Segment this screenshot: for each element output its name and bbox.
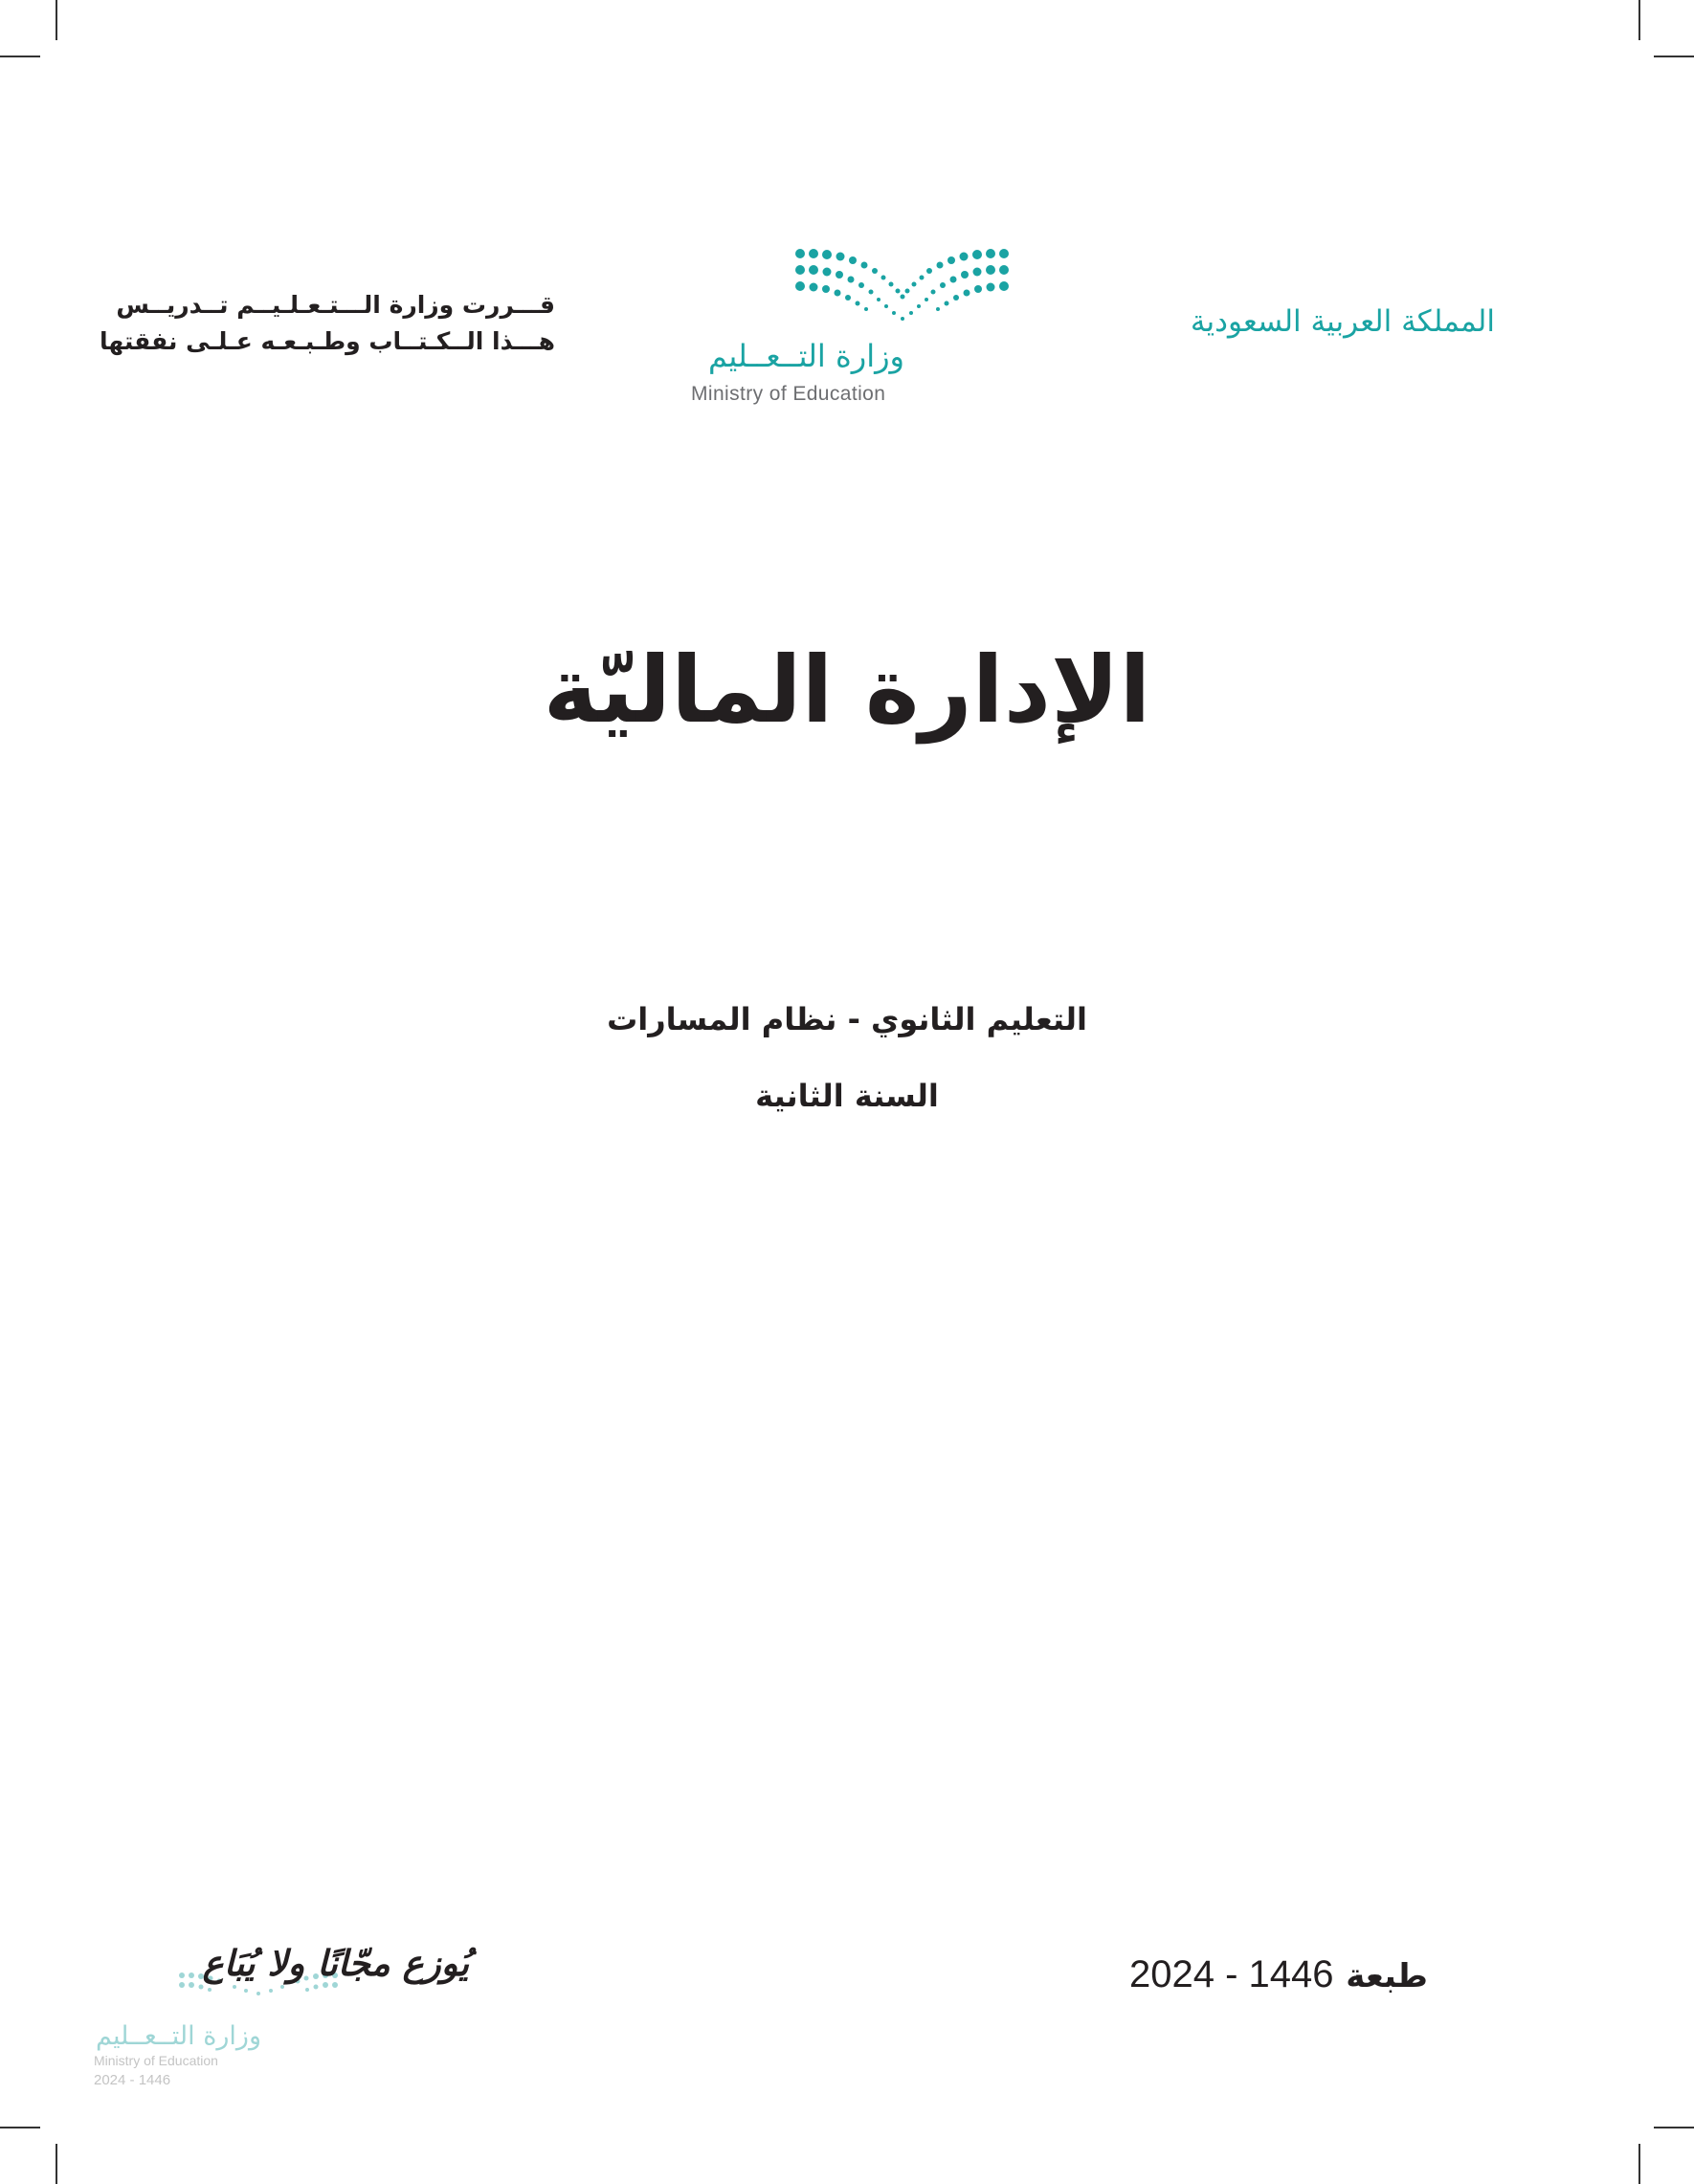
ministry-watermark: [94, 2021, 266, 2088]
crop-mark: [1638, 2144, 1640, 2184]
book-subtitle-year: السنة الثانية: [755, 1078, 939, 1114]
crop-mark: [1654, 56, 1694, 57]
edition-years: 2024 - 1446: [1129, 1953, 1334, 1995]
watermark-ministry-english: Ministry of Education: [94, 2053, 218, 2068]
approval-line-1: قـــررت وزارة الـــتـعـلـيــم تــدريــس: [116, 291, 555, 319]
book-title: الإدارة الماليّة: [543, 636, 1151, 744]
ministry-logo-dots-icon: [794, 246, 1011, 332]
book-subtitle-stage: التعليم الثانوي - نظام المسارات: [607, 1001, 1087, 1037]
approval-line-2: هـــذا الــكـتــاب وطـبـعـه عـلـى نفقتها: [99, 326, 555, 355]
crop-mark: [56, 0, 57, 40]
watermark-ministry-arabic: وزارة التــعــليم: [96, 2021, 261, 2051]
crop-mark: [0, 56, 40, 57]
crop-mark: [1638, 0, 1640, 40]
ministry-name-arabic: وزارة التــعــليم: [708, 338, 904, 374]
kingdom-label: المملكة العربية السعودية: [1190, 304, 1495, 339]
free-distribution-note: يُوزع مجّانًا ولا يُبَاع: [202, 1943, 469, 1984]
crop-mark: [1654, 2127, 1694, 2128]
watermark-years: 2024 - 1446: [94, 2072, 171, 2088]
edition-info: [1129, 1952, 1428, 1996]
crop-mark: [0, 2127, 40, 2128]
crop-mark: [56, 2144, 57, 2184]
ministry-logo: [684, 239, 1010, 412]
approval-note: [99, 287, 555, 359]
ministry-name-english: Ministry of Education: [691, 383, 886, 405]
edition-label: طبعة: [1346, 1957, 1428, 1995]
